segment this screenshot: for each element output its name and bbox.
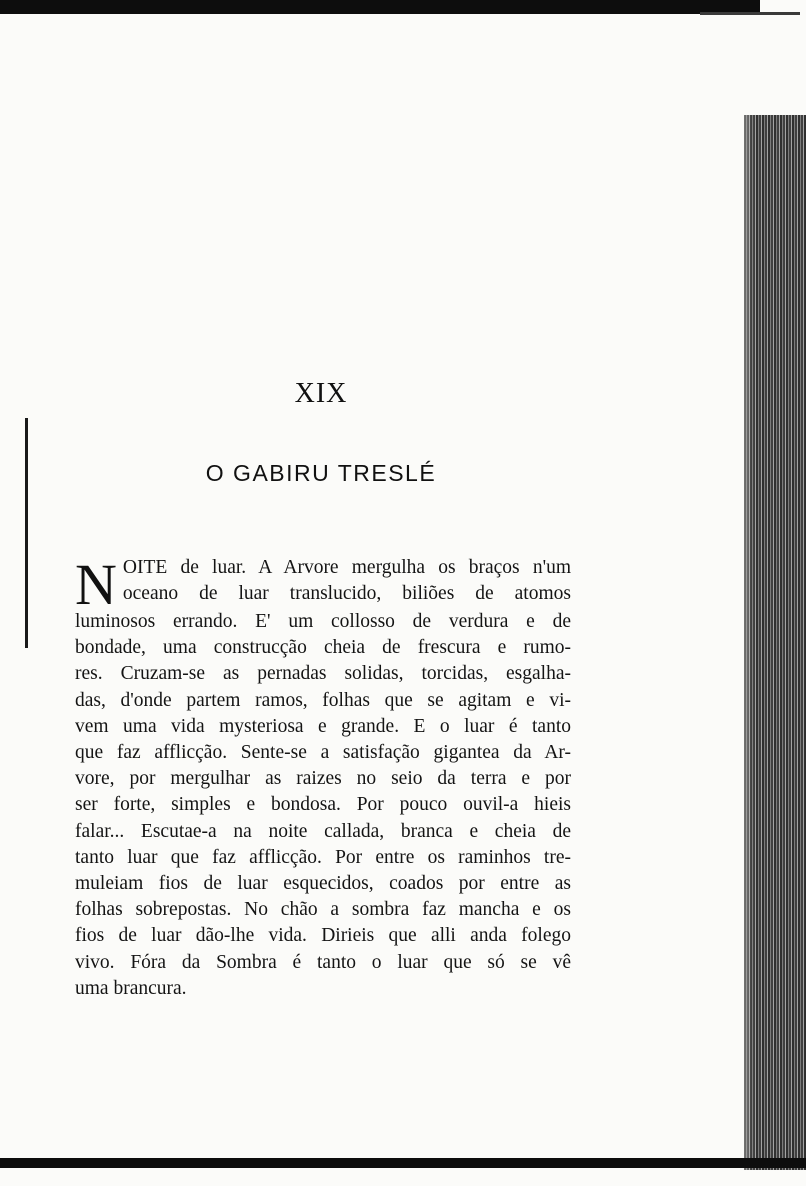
body-line-last: uma brancura. [75,977,187,999]
body-line: res. Cruzam-se as pernadas solidas, torcidas, esgalha- [75,663,571,685]
bottom-scan-border [0,1158,806,1168]
body-line: vem uma vida mysteriosa e grande. E o luar é tanto [75,715,571,737]
chapter-body [75,555,571,1002]
top-scan-border-thin [700,12,800,15]
body-line: vore, por mergulhar as raizes no seio da terra e por [75,768,571,790]
body-line: vivo. Fóra da Sombra é tanto o luar que só se vê [75,951,571,973]
drop-cap: N [75,555,117,609]
top-scan-border [0,0,760,14]
body-line: luminosos errando. E' um collosso de verdura e de [75,611,571,632]
body-line: bondade, uma construcção cheia de frescura e rumo- [75,637,571,659]
chapter-title: O GABIRU TRESLÉ [205,460,437,486]
body-line: falar... Escutae-a na noite callada, branca e cheia de [75,820,571,842]
spine-shadow [724,115,754,1170]
body-line: muleiam fios de luar esquecidos, coados por entre as [75,873,571,895]
body-line: tanto luar que faz afflicção. Por entre os raminhos tre- [75,846,571,868]
body-line: ser forte, simples e bondosa. Por pouco ouvil-a hieis [75,794,571,816]
body-line: folhas sobrepostas. No chão a sombra faz mancha e os [75,899,571,921]
chapter-number: XIX [294,378,348,409]
body-line: oceano de luar translucido, biliões de atomos [122,583,571,605]
body-line: OITE de luar. A Arvore mergulha os braços n'um [122,557,571,578]
body-line: fios de luar dão-lhe vida. Dirieis que alli anda folego [75,925,571,947]
drop-cap-block [75,555,571,609]
left-margin-rule [25,418,28,648]
body-line: das, d'onde partem ramos, folhas que se agitam e vi- [75,689,571,711]
body-line: que faz afflicção. Sente-se a satisfação gigantea da Ar- [75,742,571,764]
